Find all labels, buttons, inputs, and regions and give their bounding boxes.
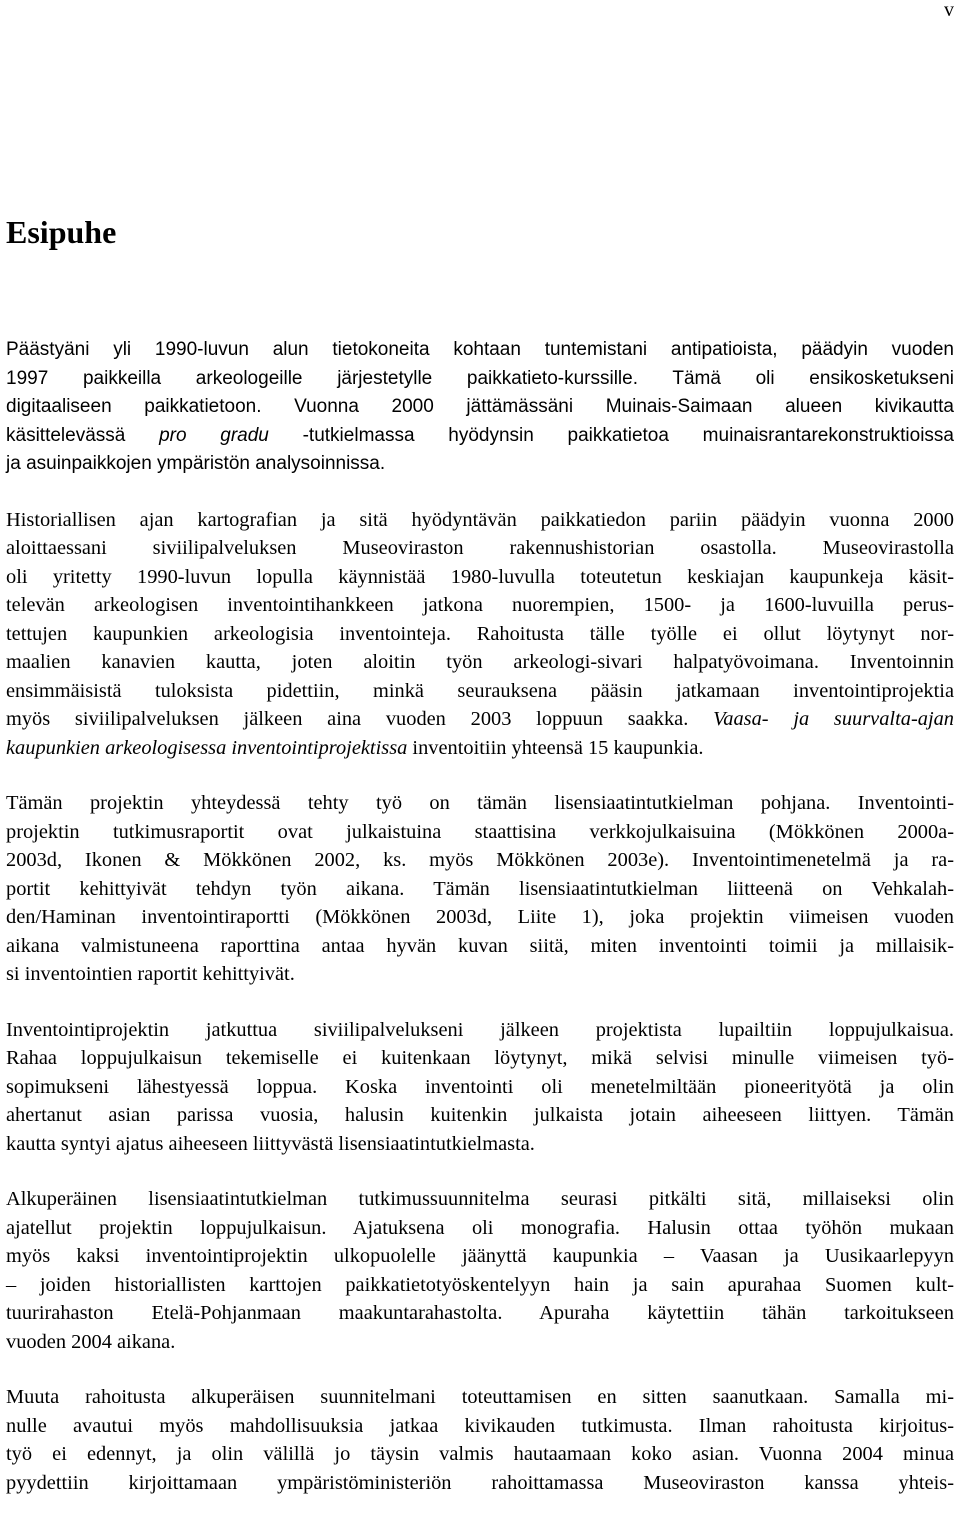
text-line: projektin tutkimusraportit ovat julkaistuina staattisina verkkojulkaisuina (Mökkönen 2000a-: [6, 820, 954, 843]
paragraph-4: [6, 1016, 954, 1159]
text-line: Päästyäni yli 1990-luvun alun tietokoneita kohtaan tuntemistani antipatioista, päädyin vuoden: [6, 339, 954, 360]
text-line: Historiallisen ajan kartografian ja sitä hyödyntävän paikkatiedon pariin päädyin vuonna 2000: [6, 508, 954, 531]
text-line: portit kehittyivät tehdyn työn aikana. Tämän lisensiaatintutkielman liitteenä on Vehkalah-: [6, 877, 954, 900]
text-line: ahertanut asian parissa vuosia, halusin kuitenkin julkaista jotain aiheeseen liittyen. Tämän: [6, 1104, 954, 1126]
text-line: tuurirahaston Etelä-Pohjanmaan maakuntarahastolta. Apuraha käytettiin tähän tarkoitukseen: [6, 1302, 954, 1324]
text-run: inventoitiin yhteensä 15 kaupunkia.: [407, 736, 704, 759]
text-line: nulle avautui myös mahdollisuuksia jatkaa kivikauden tutkimusta. Ilman rahoitusta kirjoitus-: [6, 1414, 954, 1437]
text-line: pyydettiin kirjoittamaan ympäristöministeriön rahoittamassa Museoviraston kanssa yhteis-: [6, 1471, 954, 1494]
text-line: maalien kanavien kautta, joten aloitin työn arkeologi-sivari halpatyövoimana. Inventoinnin: [6, 651, 954, 673]
text-line: tettujen kaupunkien arkeologisia inventointeja. Rahoitusta tälle työlle ei ollut löytynyt nor-: [6, 622, 954, 645]
body-text: [6, 336, 954, 1524]
text-line: [6, 734, 954, 763]
text-line: 2003d, Ikonen & Mökkönen 2002, ks. myös Mökkönen 2003e). Inventointimenetelmä ja ra-: [6, 849, 954, 871]
text-line: ajatellut projektin loppujulkaisun. Ajatuksena oli monografia. Halusin ottaa työhön mukaan: [6, 1216, 954, 1239]
paragraph-6: [6, 1383, 954, 1497]
italic-title: pro gradu: [159, 424, 269, 446]
text-run: -tutkielmassa hyödynsin paikkatietoa muinaisrantarekonstruktioissa: [268, 424, 955, 446]
paragraph-2: [6, 506, 954, 763]
text-line: oli yritetty 1990-luvun lopulla käynnistää 1980-luvulla toteutetun keskiajan kaupunkeja käsit-: [6, 565, 954, 588]
text-line: sopimukseni lähestyessä loppua. Koska inventointi oli menetelmiltään pioneerityötä ja olin: [6, 1075, 954, 1098]
text-line: [6, 705, 954, 734]
text-run: myös siviilipalveluksen jälkeen aina vuoden 2003 loppuun saakka.: [6, 708, 714, 730]
text-line: televän arkeologisen inventointihankkeen jatkona nuorempien, 1500- ja 1600-luvuilla perus-: [6, 594, 954, 616]
italic-title: Vaasa- ja suurvalta-ajan: [713, 708, 954, 730]
page-title: Esipuhe: [6, 214, 117, 250]
paragraph-1: [6, 336, 954, 479]
text-line: Inventointiprojektin jatkuttua siviilipalvelukseni jälkeen projektista lupailtiin loppujulkaisua.: [6, 1018, 954, 1041]
text-line: ensimmäisistä tuloksista pidettiin, minkä seurauksena pääsin jatkamaan inventointiprojektia: [6, 679, 954, 702]
text-line: kautta syntyi ajatus aiheeseen liittyvästä lisensiaatintutkielmasta.: [6, 1132, 535, 1155]
text-line: 1997 paikkeilla arkeologeille järjestetylle paikkatieto-kurssille. Tämä oli ensikosketukseni: [6, 367, 954, 389]
text-line: digitaaliseen paikkatietoon. Vuonna 2000 jättämässäni Muinais-Saimaan alueen kivikautta: [6, 396, 954, 417]
text-line: vuoden 2004 aikana.: [6, 1330, 176, 1353]
italic-title: kaupunkien arkeologisessa inventointiprojektissa: [6, 736, 408, 759]
text-line: työ ei edennyt, ja olin välillä jo täysin valmis hautaamaan koko asian. Vuonna 2004 minua: [6, 1443, 954, 1465]
text-line: ja asuinpaikkojen ympäristön analysoinnissa.: [6, 453, 386, 474]
text-line: Tämän projektin yhteydessä tehty työ on tämän lisensiaatintutkielman pohjana. Inventointi-: [6, 792, 954, 814]
text-line: – joiden historiallisten karttojen paikkatietotyöskentelyyn hain ja sain apurahaa Suomen kult-: [6, 1273, 954, 1296]
text-line: Muuta rahoitusta alkuperäisen suunnitelmani toteuttamisen en sitten saanutkaan. Samalla mi-: [6, 1386, 954, 1408]
page-number: v: [944, 0, 954, 21]
paragraph-5: [6, 1185, 954, 1356]
text-run: käsittelevässä: [6, 424, 160, 446]
text-line: aloittaessani siviilipalveluksen Museoviraston rakennushistorian osastolla. Museovirastolla: [6, 537, 954, 559]
text-line: Alkuperäinen lisensiaatintutkielman tutkimussuunnitelma seurasi pitkälti sitä, millaiseksi olin: [6, 1188, 954, 1210]
text-line: [6, 422, 954, 451]
text-line: aikana valmistuneena raporttina antaa hyvän kuvan siitä, miten inventointi toimii ja millaisik-: [6, 934, 954, 957]
text-line: myös kaksi inventointiprojektin ulkopuolelle jäänyttä kaupunkia – Vaasan ja Uusikaarlepyyn: [6, 1245, 954, 1267]
text-line: Rahaa loppujulkaisun tekemiselle ei kuitenkaan löytynyt, mikä selvisi minulle viimeisen työ-: [6, 1047, 954, 1069]
text-line: si inventointien raportit kehittyivät.: [6, 963, 295, 985]
paragraph-3: [6, 789, 954, 989]
text-line: den/Haminan inventointiraportti (Mökkönen 2003d, Liite 1), joka projektin viimeisen vuoden: [6, 906, 954, 928]
